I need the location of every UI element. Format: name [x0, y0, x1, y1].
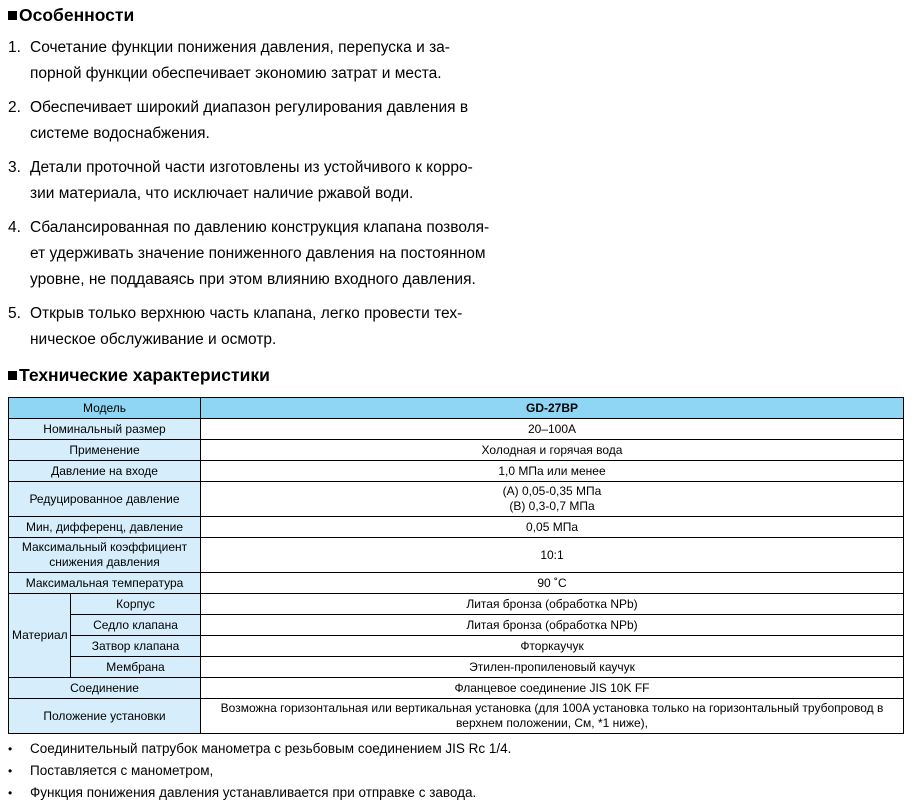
spec-value-line: (A) 0,05-0,35 МПа — [502, 484, 602, 498]
feature-number: 5. — [8, 305, 21, 322]
feature-text — [30, 155, 905, 207]
feature-line: Детали проточной части изготовлены из устойчивого к корро- — [30, 159, 473, 176]
spec-value-cell: Фланцевое соединение JIS 10K FF — [201, 678, 904, 699]
footnote-item — [8, 785, 905, 801]
bullet-icon: • — [8, 742, 13, 756]
feature-number: 2. — [8, 99, 21, 116]
table-row — [9, 538, 904, 573]
spec-sublabel-cell: Седло клапана — [71, 615, 201, 636]
footnote-item — [8, 741, 905, 757]
spec-sublabel-cell: Мембрана — [71, 657, 201, 678]
spec-value-line: (B) 0,3-0,7 МПа — [509, 499, 595, 513]
footnote-text: Соединительный патрубок манометра с резьбовым соединением JIS Rc 1/4. — [30, 741, 512, 756]
spec-label-cell: Максимальная температура — [9, 573, 201, 594]
spec-value-cell: 0,05 МПа — [201, 517, 904, 538]
feature-item — [8, 215, 905, 293]
specs-heading — [8, 365, 905, 386]
feature-item — [8, 95, 905, 147]
table-header-row — [9, 398, 904, 419]
feature-line: Сбалансированная по давлению конструкция клапана позволя- — [30, 219, 490, 236]
feature-line: Сочетание функции понижения давления, перепуска и за- — [30, 39, 450, 56]
features-heading-text: Особенности — [19, 5, 135, 25]
feature-text — [30, 95, 905, 147]
feature-line: ет удерживать значение пониженного давления на постоянном — [30, 245, 486, 262]
table-row — [9, 461, 904, 482]
table-row — [9, 573, 904, 594]
spec-value-cell — [201, 482, 904, 517]
spec-value-cell: Литая бронза (обработка NPb) — [201, 615, 904, 636]
spec-value-cell: 1,0 МПа или менее — [201, 461, 904, 482]
feature-number: 1. — [8, 39, 21, 56]
square-bullet-icon — [8, 11, 17, 20]
spec-label-cell: Редуцированное давление — [9, 482, 201, 517]
table-row — [9, 615, 904, 636]
table-row — [9, 482, 904, 517]
spec-table — [8, 397, 904, 734]
spec-sublabel-cell: Корпус — [71, 594, 201, 615]
table-row — [9, 440, 904, 461]
footnote-item — [8, 763, 905, 779]
spec-value-cell: Холодная и горячая вода — [201, 440, 904, 461]
feature-item — [8, 35, 905, 87]
feature-item — [8, 155, 905, 207]
table-row — [9, 699, 904, 734]
table-row — [9, 678, 904, 699]
table-row — [9, 636, 904, 657]
specs-heading-text: Технические характеристики — [19, 365, 270, 385]
feature-text — [30, 215, 905, 293]
spec-value-cell: 20–100A — [201, 419, 904, 440]
feature-text — [30, 301, 905, 353]
spec-label-cell: Применение — [9, 440, 201, 461]
spec-label-cell: Мин, дифференц, давление — [9, 517, 201, 538]
spec-label-cell: Номинальный размер — [9, 419, 201, 440]
table-row — [9, 594, 904, 615]
features-list — [8, 35, 905, 353]
footnote-text: Поставляется с манометром, — [30, 763, 214, 778]
feature-number: 3. — [8, 159, 21, 176]
feature-line: порной функции обеспечивает экономию затрат и места. — [30, 65, 442, 82]
spec-label-cell: Давление на входе — [9, 461, 201, 482]
feature-line: Обеспечивает широкий диапазон регулирования давления в — [30, 99, 469, 116]
feature-item — [8, 301, 905, 353]
footnotes-list — [8, 741, 905, 801]
spec-value-cell: Возможна горизонтальная или вертикальная установка (для 100A установка только на горизонтальный трубопровод в верхнем положении, См, *1 ниже), — [201, 699, 904, 734]
features-heading — [8, 5, 905, 26]
spec-label-cell: Максимальный коэффициент снижения давления — [9, 538, 201, 573]
feature-number: 4. — [8, 219, 21, 236]
spec-label-cell: Соединение — [9, 678, 201, 699]
feature-text — [30, 35, 905, 87]
feature-line: ническое обслуживание и осмотр. — [30, 331, 277, 348]
spec-label-cell: Модель — [9, 398, 201, 419]
feature-line: Открыв только верхнюю часть клапана, легко провести тех- — [30, 305, 463, 322]
spec-value-cell: Этилен-пропиленовый каучук — [201, 657, 904, 678]
bullet-icon: • — [8, 786, 13, 800]
feature-line: уровне, не поддаваясь при этом влиянию входного давления. — [30, 271, 476, 288]
spec-value-cell: 10:1 — [201, 538, 904, 573]
spec-value-cell: GD-27BP — [201, 398, 904, 419]
spec-value-cell: Фторкаучук — [201, 636, 904, 657]
spec-value-cell: 90 ˚C — [201, 573, 904, 594]
spec-label-cell: Положение установки — [9, 699, 201, 734]
feature-line: системе водоснабжения. — [30, 125, 210, 142]
table-row — [9, 657, 904, 678]
footnote-text: Функция понижения давления устанавливается при отправке с завода. — [30, 785, 477, 800]
table-row — [9, 517, 904, 538]
spec-value-cell: Литая бронза (обработка NPb) — [201, 594, 904, 615]
spec-sublabel-cell: Затвор клапана — [71, 636, 201, 657]
feature-line: зии материала, что исключает наличие ржавой води. — [30, 185, 414, 202]
spec-group-label-cell: Материал — [9, 594, 71, 678]
bullet-icon: • — [8, 764, 13, 778]
square-bullet-icon — [8, 371, 17, 380]
table-row — [9, 419, 904, 440]
